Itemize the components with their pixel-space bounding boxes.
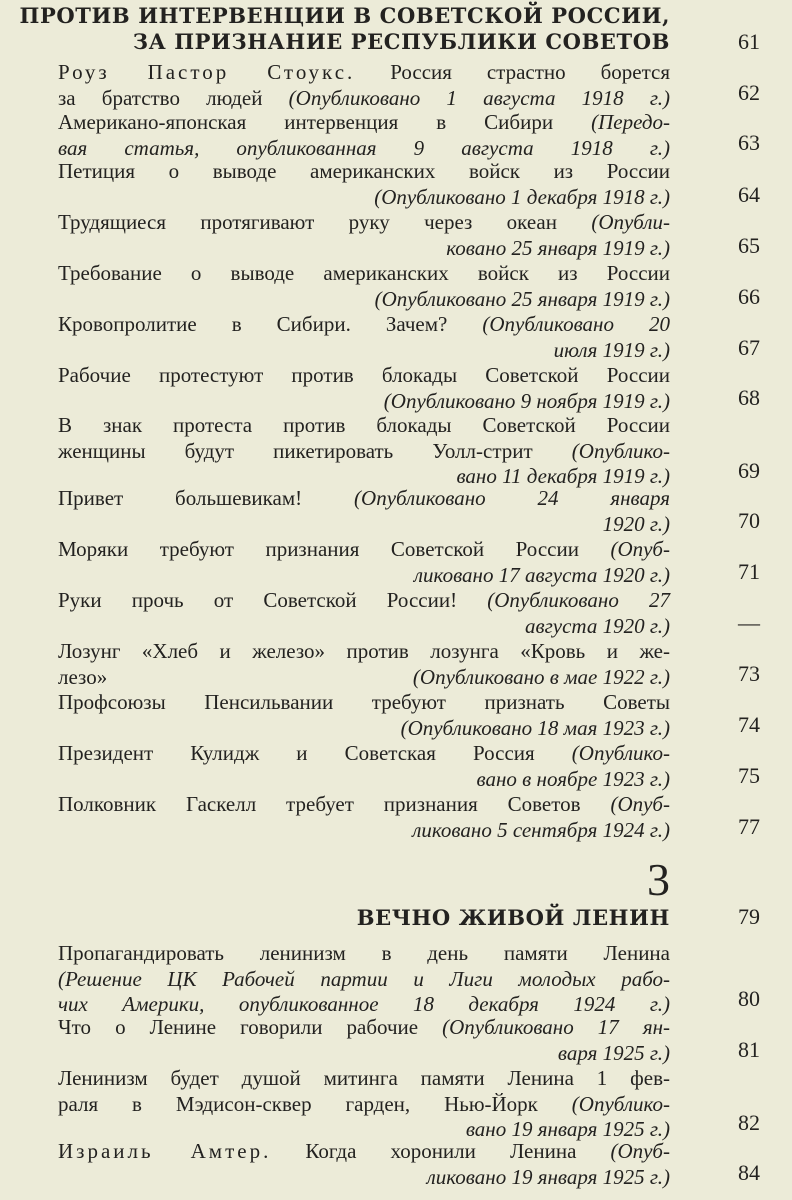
entry-note: вано в ноябре 1923 г.) [476,766,670,791]
entry-note: (Опуб- [610,792,670,816]
entry-title: женщины будут пикетировать Уолл-стрит [58,438,572,463]
entry-note: июля 1919 г.) [553,337,670,362]
entry-title: за братство людей [58,85,289,110]
entry-line [58,60,670,86]
entry-page-number: 62 [738,80,760,105]
entry-page-number: 75 [738,763,760,788]
toc-entry[interactable] [58,210,670,261]
toc-entry[interactable] [58,941,670,1018]
toc-entry[interactable] [58,486,670,537]
entry-note: вано 11 декабря 1919 г.) [456,464,670,488]
section-page-number: 79 [738,904,760,929]
toc-entry[interactable] [58,588,670,639]
entry-note: (Опубликовано 27 [487,588,670,612]
entry-page-number: 81 [738,1037,760,1062]
entry-note: (Опубликовано в мае 1922 г.) [412,664,670,689]
entry-note: ликовано 5 сентября 1924 г.) [412,817,670,842]
entry-title: Россия страстно борется [355,60,670,84]
entry-note: (Опубли- [591,210,670,234]
toc-entry[interactable] [58,639,670,690]
entry-line [58,210,670,236]
toc-entry[interactable] [58,261,670,312]
entry-title: В знак протеста против блокады Советской России [58,413,670,437]
entry-title: Ленинизм будет душой митинга памяти Ленина 1 фев- [58,1066,670,1090]
toc-entry[interactable] [58,312,670,363]
entry-line [58,537,670,563]
entry-author: Роуз Пастор Стоукс. [58,60,356,84]
entry-note: ковано 25 января 1919 г.) [446,235,670,260]
toc-entry[interactable] [58,690,670,741]
toc-entry[interactable] [58,1139,670,1190]
entry-page-number: 67 [738,335,760,360]
toc-entry[interactable] [58,413,670,490]
entry-note: (Передо- [591,110,670,134]
entry-page-number: 82 [738,1110,760,1135]
entry-page-number: 73 [738,661,760,686]
entry-page-number: 74 [738,712,760,737]
entry-title: Рабочие протестуют против блокады Советской России [58,363,670,387]
entry-line [58,110,670,136]
entry-line [58,792,670,818]
entry-author: Израиль Амтер. [58,1139,272,1163]
entry-title: Президент Кулидж и Советская Россия [58,741,572,765]
entry-note: (Опубликовано 9 ноября 1919 г.) [383,388,670,413]
entry-note: (Опублико- [571,438,670,463]
entry-page-number: 70 [738,508,760,533]
entry-line [58,86,670,112]
section-title-line-1: ПРОТИВ ИНТЕРВЕНЦИИ В СОВЕТСКОЙ РОССИИ, [19,3,670,28]
entry-page-number: 84 [738,1160,760,1185]
entry-title: Руки прочь от Советской России! [58,588,488,612]
entry-page-number: 66 [738,284,760,309]
entry-note: вано 19 января 1925 г.) [465,1117,670,1141]
entry-title: Когда хоронили Ленина [271,1139,611,1163]
entry-title: лезо» [58,664,108,689]
section-title-line-2: ЗА ПРИЗНАНИЕ РЕСПУБЛИКИ СОВЕТОВ [132,29,670,54]
entry-note: (Опубликовано 25 января 1919 г.) [374,286,670,311]
entry-page-number: 71 [738,559,760,584]
toc-entry[interactable] [58,741,670,792]
section-title: ВЕЧНО ЖИВОЙ ЛЕНИН [356,905,670,930]
toc-entry[interactable] [58,363,670,414]
entry-note: 1920 г.) [602,511,670,536]
entry-title: Что о Ленине говорили рабочие [58,1015,443,1039]
entry-title: Трудящиеся протягивают руку через океан [58,210,592,234]
entry-page-number: 63 [738,130,760,155]
entry-note: вая статья, опубликованная 9 августа 1918 г.) [58,135,670,160]
entry-note: (Опубликовано 20 [482,312,670,336]
entry-title: Профсоюзы Пенсильвании требуют признать Советы [58,690,670,714]
toc-entry[interactable] [58,792,670,843]
entry-line [58,439,670,465]
entry-note: ликовано 19 января 1925 г.) [426,1164,670,1189]
entry-note: (Опублико- [571,741,670,765]
toc-entry[interactable] [58,60,670,111]
entry-title: Требование о выводе американских войск из России [58,261,670,285]
section-number: 3 [647,854,670,905]
entry-title: Полковник Гаскелл требует признания Советов [58,792,611,816]
entry-note: (Решение ЦК Рабочей партии и Лиги молодых рабо- [58,966,670,991]
entry-page-number: 80 [738,986,760,1011]
entry-note: (Опубликовано 18 мая 1923 г.) [400,715,670,740]
entry-line [58,1092,670,1118]
entry-note: (Опубликовано 24 января [354,486,670,510]
entry-title: Моряки требуют признания Советской России [58,537,611,561]
toc-entry[interactable] [58,1066,670,1143]
entry-line [58,312,670,338]
entry-line [58,1139,670,1165]
entry-page-number: 65 [738,233,760,258]
entry-note: (Опубликовано 1 декабря 1918 г.) [374,184,670,209]
entry-page-number: 68 [738,385,760,410]
entry-page-number: 69 [738,458,760,483]
toc-entry[interactable] [58,159,670,210]
entry-page-number: 77 [738,814,760,839]
entry-page-number: 64 [738,182,760,207]
entry-note: (Опублико- [571,1091,670,1116]
entry-note: (Опуб- [610,1139,670,1163]
entry-note: ликовано 17 августа 1920 г.) [413,562,670,587]
entry-line [58,588,670,614]
entry-line [58,1015,670,1041]
toc-entry[interactable] [58,1015,670,1066]
entry-note: (Опубликовано 1 августа 1918 г.) [288,85,670,110]
entry-note: августа 1920 г.) [524,613,670,638]
entry-title: Американо-японская интервенция в Сибири [58,110,592,134]
toc-entry[interactable] [58,110,670,161]
entry-note: (Опубликовано 17 ян- [442,1015,670,1039]
entry-note: варя 1925 г.) [557,1040,670,1065]
entry-line [58,741,670,767]
entry-line [58,665,670,691]
entry-title: Лозунг «Хлеб и железо» против лозунга «Кровь и же- [58,639,670,663]
entry-note: (Опуб- [610,537,670,561]
toc-entry[interactable] [58,537,670,588]
entry-title: раля в Мэдисон-сквер гарден, Нью-Йорк [58,1091,572,1116]
entry-line [58,486,670,512]
entry-title: Кровопролитие в Сибири. Зачем? [58,312,483,336]
entry-title: Привет большевикам! [58,486,355,510]
entry-title: Пропагандировать ленинизм в день памяти Ленина [58,941,670,965]
entry-title: Петиция о выводе американских войск из России [58,159,670,183]
section-page-number: 61 [738,29,760,54]
entry-page-number: — [738,610,760,635]
entry-note: чих Америки, опубликованное 18 декабря 1924 г.) [58,992,670,1016]
